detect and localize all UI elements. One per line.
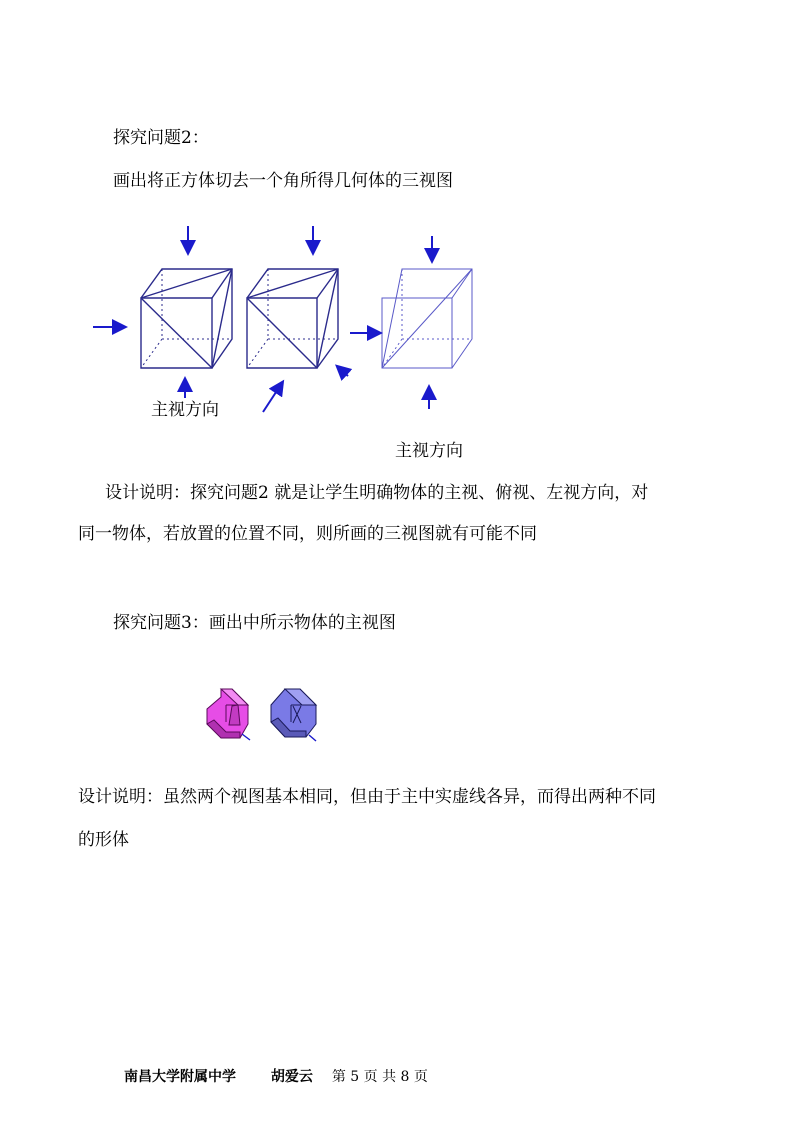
page-footer: [124, 1066, 428, 1086]
blue-shape: [271, 689, 316, 737]
label-front-direction-1: 主视方向: [151, 400, 219, 420]
magenta-shape: [207, 689, 248, 738]
section2-note-line1: 设计说明：探究问题2 就是让学生明确物体的主视、俯视、左视方向，对: [105, 483, 649, 503]
footer-page-mid: 页 共: [363, 1069, 397, 1085]
footer-page-suffix: 页: [413, 1069, 428, 1085]
section2-heading: 探究问题2：: [113, 128, 209, 148]
footer-author: 胡爱云: [270, 1069, 313, 1085]
footer-page-total: 8: [400, 1069, 410, 1085]
footer-school: 南昌大学附属中学: [124, 1069, 236, 1085]
section3-note-line1: 设计说明：虽然两个视图基本相同，但由于主中实虚线各异，而得出两种不同: [78, 787, 656, 807]
section2-task: 画出将正方体切去一个角所得几何体的三视图: [113, 171, 453, 191]
label-front-direction-2: 主视方向: [395, 441, 463, 461]
footer-page-prefix: 第: [331, 1069, 346, 1085]
section3-heading: 探究问题3：画出中所示物体的主视图: [113, 613, 396, 633]
arrow-blue: [309, 735, 316, 741]
footer-page-current: 5: [350, 1069, 360, 1085]
arrow-magenta: [242, 734, 250, 740]
section3-note-line2: 的形体: [78, 830, 129, 850]
section2-note-line2: 同一物体，若放置的位置不同，则所画的三视图就有可能不同: [78, 524, 537, 544]
